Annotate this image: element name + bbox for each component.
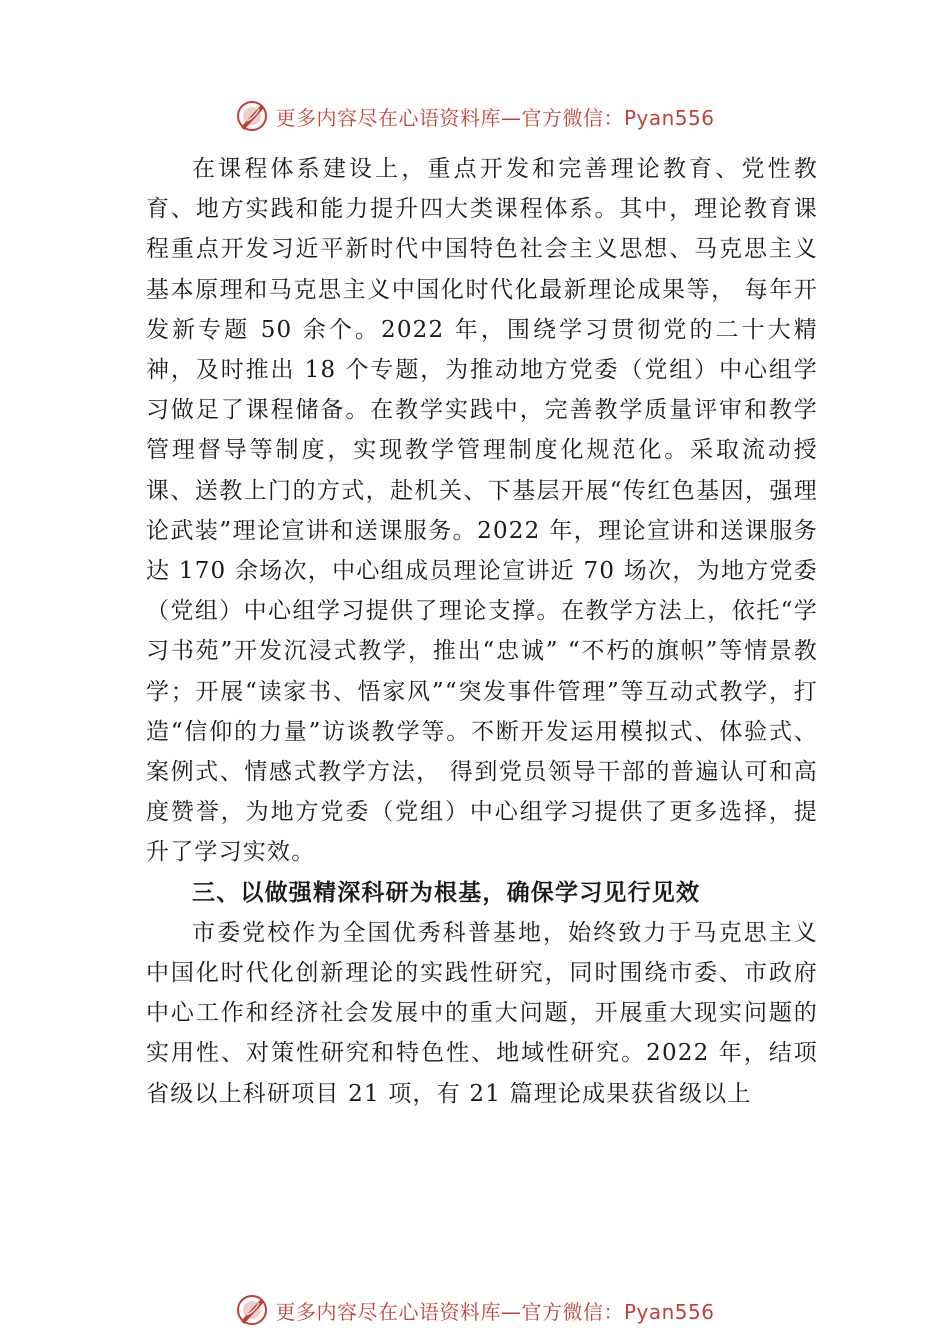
section-heading-3: 三、以做强精深科研为根基，确保学习见行见效: [192, 879, 701, 906]
quill-seal-icon: [235, 1293, 269, 1327]
footer-text: 更多内容尽在心语资料库—官方微信：Pyan556: [275, 1299, 715, 1324]
header-banner: [0, 96, 950, 136]
paragraph-curriculum: 在课程体系建设上，重点开发和完善理论教育、党性教育、地方实践和能力提升四大类课程体系。其中，理论教育课程重点开发习近平新时代中国特色社会主义思想、马克思主义基本原理和马克思主义中国化时代化最新理论成果等， 每年开发新专题 50 余个。2022 年，围绕学习贯彻党的二十大精神，及时推出 18 个专题，为推动地方党委（党组）中心组学习做足了课程储备。在教学实践中，完善教学质量评审和教学管理督导等制度，实现教学管理制度化规范化。采取流动授课、送教上门的方式，赴机关、下基层开展“传红色基因，强理论武装”理论宣讲和送课服务。2022 年，理论宣讲和送课服务达 170 余场次，中心组成员理论宣讲近 70 场次，为地方党委（党组）中心组学习提供了理论支撑。在教学方法上，依托“学习书苑”开发沉浸式教学，推出“忠诚” “不朽的旗帜”等情景教学；开展“读家书、悟家风”“突发事件管理”等互动式教学，打造“信仰的力量”访谈教学等。不断开发运用模拟式、体验式、案例式、情感式教学方法， 得到党员领导干部的普遍认可和高度赞誉，为地方党委（党组）中心组学习提供了更多选择，提升了学习实效。: [146, 156, 818, 866]
document-body: [146, 149, 818, 1114]
header-text: 更多内容尽在心语资料库—官方微信：Pyan556: [275, 105, 715, 130]
footer-banner: [0, 1290, 950, 1330]
quill-seal-icon: [235, 99, 269, 133]
paragraph-research: 市委党校作为全国优秀科普基地，始终致力于马克思主义中国化时代化创新理论的实践性研究，同时围绕市委、市政府中心工作和经济社会发展中的重大问题，开展重大现实问题的实用性、对策性研究和特色性、地域性研究。2022 年，结项省级以上科研项目 21 项，有 21 篇理论成果获省级以上: [146, 919, 818, 1107]
